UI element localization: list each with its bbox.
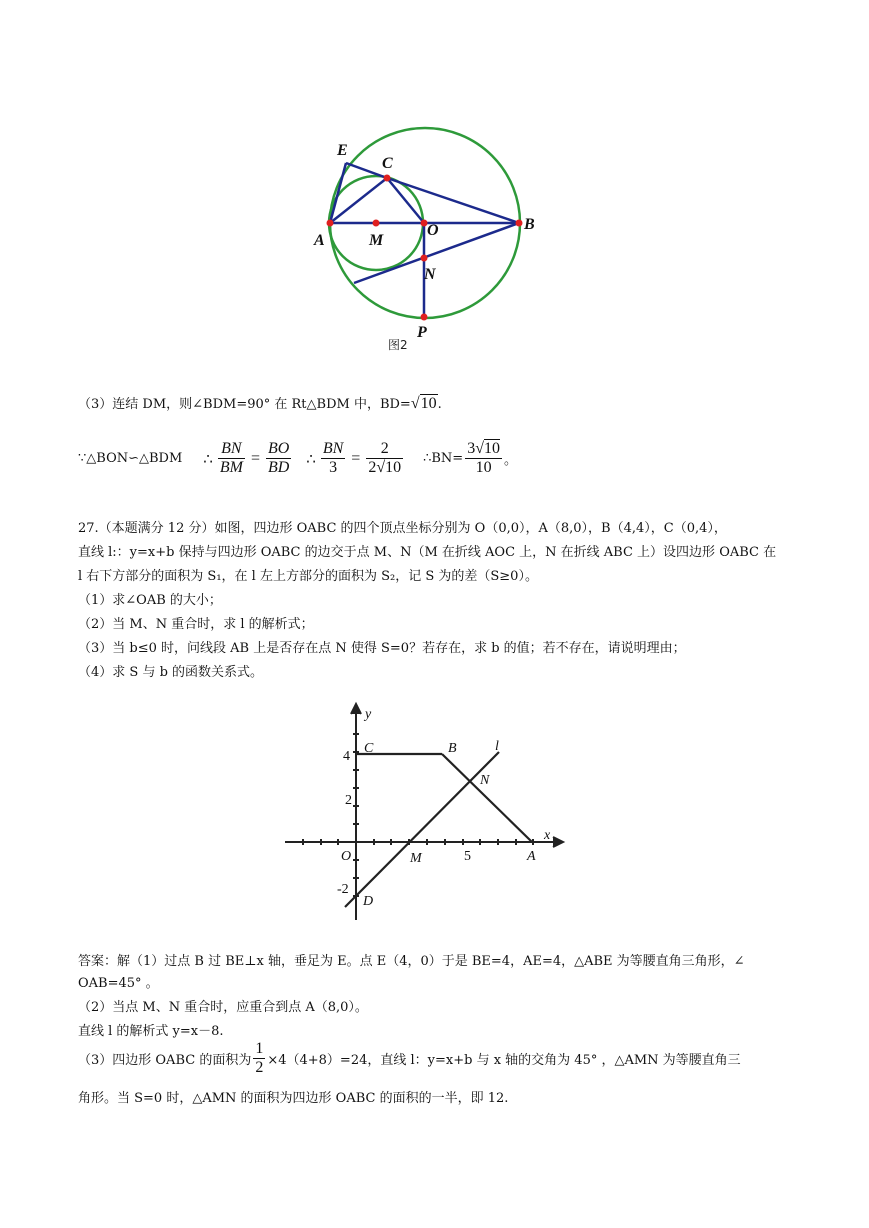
- label-B: B: [524, 216, 535, 233]
- label-M: M: [369, 232, 384, 249]
- label-P: P: [417, 324, 427, 341]
- answer-3b: 角形。当 S=0 时，△AMN 的面积为四边形 OABC 的面积的一半，即 12.: [78, 1091, 509, 1106]
- figure-caption: 图2: [388, 338, 408, 352]
- q27-sub1: （1）求∠OAB 的大小；: [78, 593, 222, 608]
- similar-statement: ∵△BON∽△BDM: [78, 451, 183, 466]
- x-axis-arrow: [553, 837, 563, 847]
- q27-line1: 27.（本题满分 12 分）如图，四边形 OABC 的四个顶点坐标分别为 O（0,0），A（8,0），B（4,4），C（0,4），: [78, 521, 727, 536]
- tick-minus-2: -2: [337, 882, 349, 897]
- tick-2: 2: [345, 793, 352, 808]
- point-C: C: [364, 741, 374, 756]
- answer-2b: 直线 l 的解析式 y=x－8.: [78, 1024, 224, 1039]
- fraction-3sqrt10-over-10: $\frac{3√10}{10}$: [467, 440, 500, 476]
- part3-line1: （3）连结 DM，则∠BDM=90° 在 Rt△BDM 中，BD=√10.: [78, 395, 442, 412]
- origin-O: O: [341, 849, 352, 864]
- label-N: N: [424, 266, 436, 283]
- q27-sub3: （3）当 b≤0 时，问线段 AB 上是否存在点 N 使得 S=0？若存在，求 b 的值；若不存在，请说明理由；: [78, 641, 686, 656]
- y-axis-label: y: [365, 707, 372, 722]
- q27-sub4: （4）求 S 与 b 的函数关系式。: [78, 665, 264, 680]
- answer-1: 答案：解（1）过点 B 过 BE⊥x 轴，垂足为 E。点 E（4，0）于是 BE=4，AE=4，△ABE 为等腰直角三角形，∠: [78, 954, 745, 969]
- fraction-one-half: $\frac{1}{2}$: [255, 1040, 264, 1076]
- point-N: N: [480, 773, 490, 788]
- sqrt-10: √10: [410, 395, 437, 412]
- tick-5: 5: [464, 849, 471, 864]
- fraction-bn-3: $\frac{BN}{3}$: [322, 440, 344, 476]
- point-B: B: [448, 741, 457, 756]
- label-E: E: [337, 142, 348, 159]
- fraction-2-over-2sqrt10: $\frac{2}{2√10}$: [368, 440, 402, 476]
- bn-result-label: ∴BN=: [423, 451, 464, 466]
- answer-2: （2）当点 M、N 重合时，应重合到点 A（8,0）。: [78, 1000, 368, 1015]
- q27-sub2: （2）当 M、N 重合时，求 l 的解析式；: [78, 617, 314, 632]
- point-M: M: [410, 851, 422, 866]
- line-l-label: l: [495, 739, 499, 754]
- diagram-segments: [330, 163, 519, 317]
- point-D: D: [363, 894, 374, 909]
- point-A: A: [527, 849, 536, 864]
- part3-line2: ∵△BON∽△BDM ∴ $\frac{BN}{BM}$ = $\frac{BO}{BD}$ ∴ $\frac{BN}{3}$ = $\frac{2}{2√10}$ ∴BN= $\frac{3√10}{10}$ 。: [78, 440, 517, 476]
- tick-4: 4: [343, 749, 350, 764]
- label-C: C: [382, 155, 393, 172]
- line-l: [345, 752, 499, 907]
- x-axis-label: x: [544, 828, 551, 843]
- label-O: O: [427, 222, 439, 239]
- q27-line2: 直线 l:：y=x+b 保持与四边形 OABC 的边交于点 M、N（M 在折线 AOC 上，N 在折线 ABC 上）设四边形 OABC 在: [78, 545, 777, 560]
- fraction-bo-bd: $\frac{BO}{BD}$: [267, 440, 290, 476]
- quadrilateral-oabc: [356, 754, 532, 842]
- answer-3: （3）四边形 OABC 的面积为 $\frac{1}{2}$ ×4（4+8）=24，直线 l：y=x+b 与 x 轴的交角为 45° ，△AMN 为等腰直角三: [78, 1040, 741, 1076]
- coordinate-graph: [283, 700, 583, 925]
- y-axis-arrow: [351, 704, 361, 714]
- label-A: A: [314, 232, 325, 249]
- fraction-bn-bm: $\frac{BN}{BM}$: [219, 440, 243, 476]
- answer-1b: OAB=45° 。: [78, 976, 159, 991]
- q27-line3: l 右下方部分的面积为 S₁，在 l 左上方部分的面积为 S₂，记 S 为的差（S≥0）。: [78, 569, 538, 584]
- part3-line1-text: （3）连结 DM，则∠BDM=90° 在 Rt△BDM 中，BD=: [78, 397, 411, 412]
- figure-2-diagram: [300, 125, 560, 355]
